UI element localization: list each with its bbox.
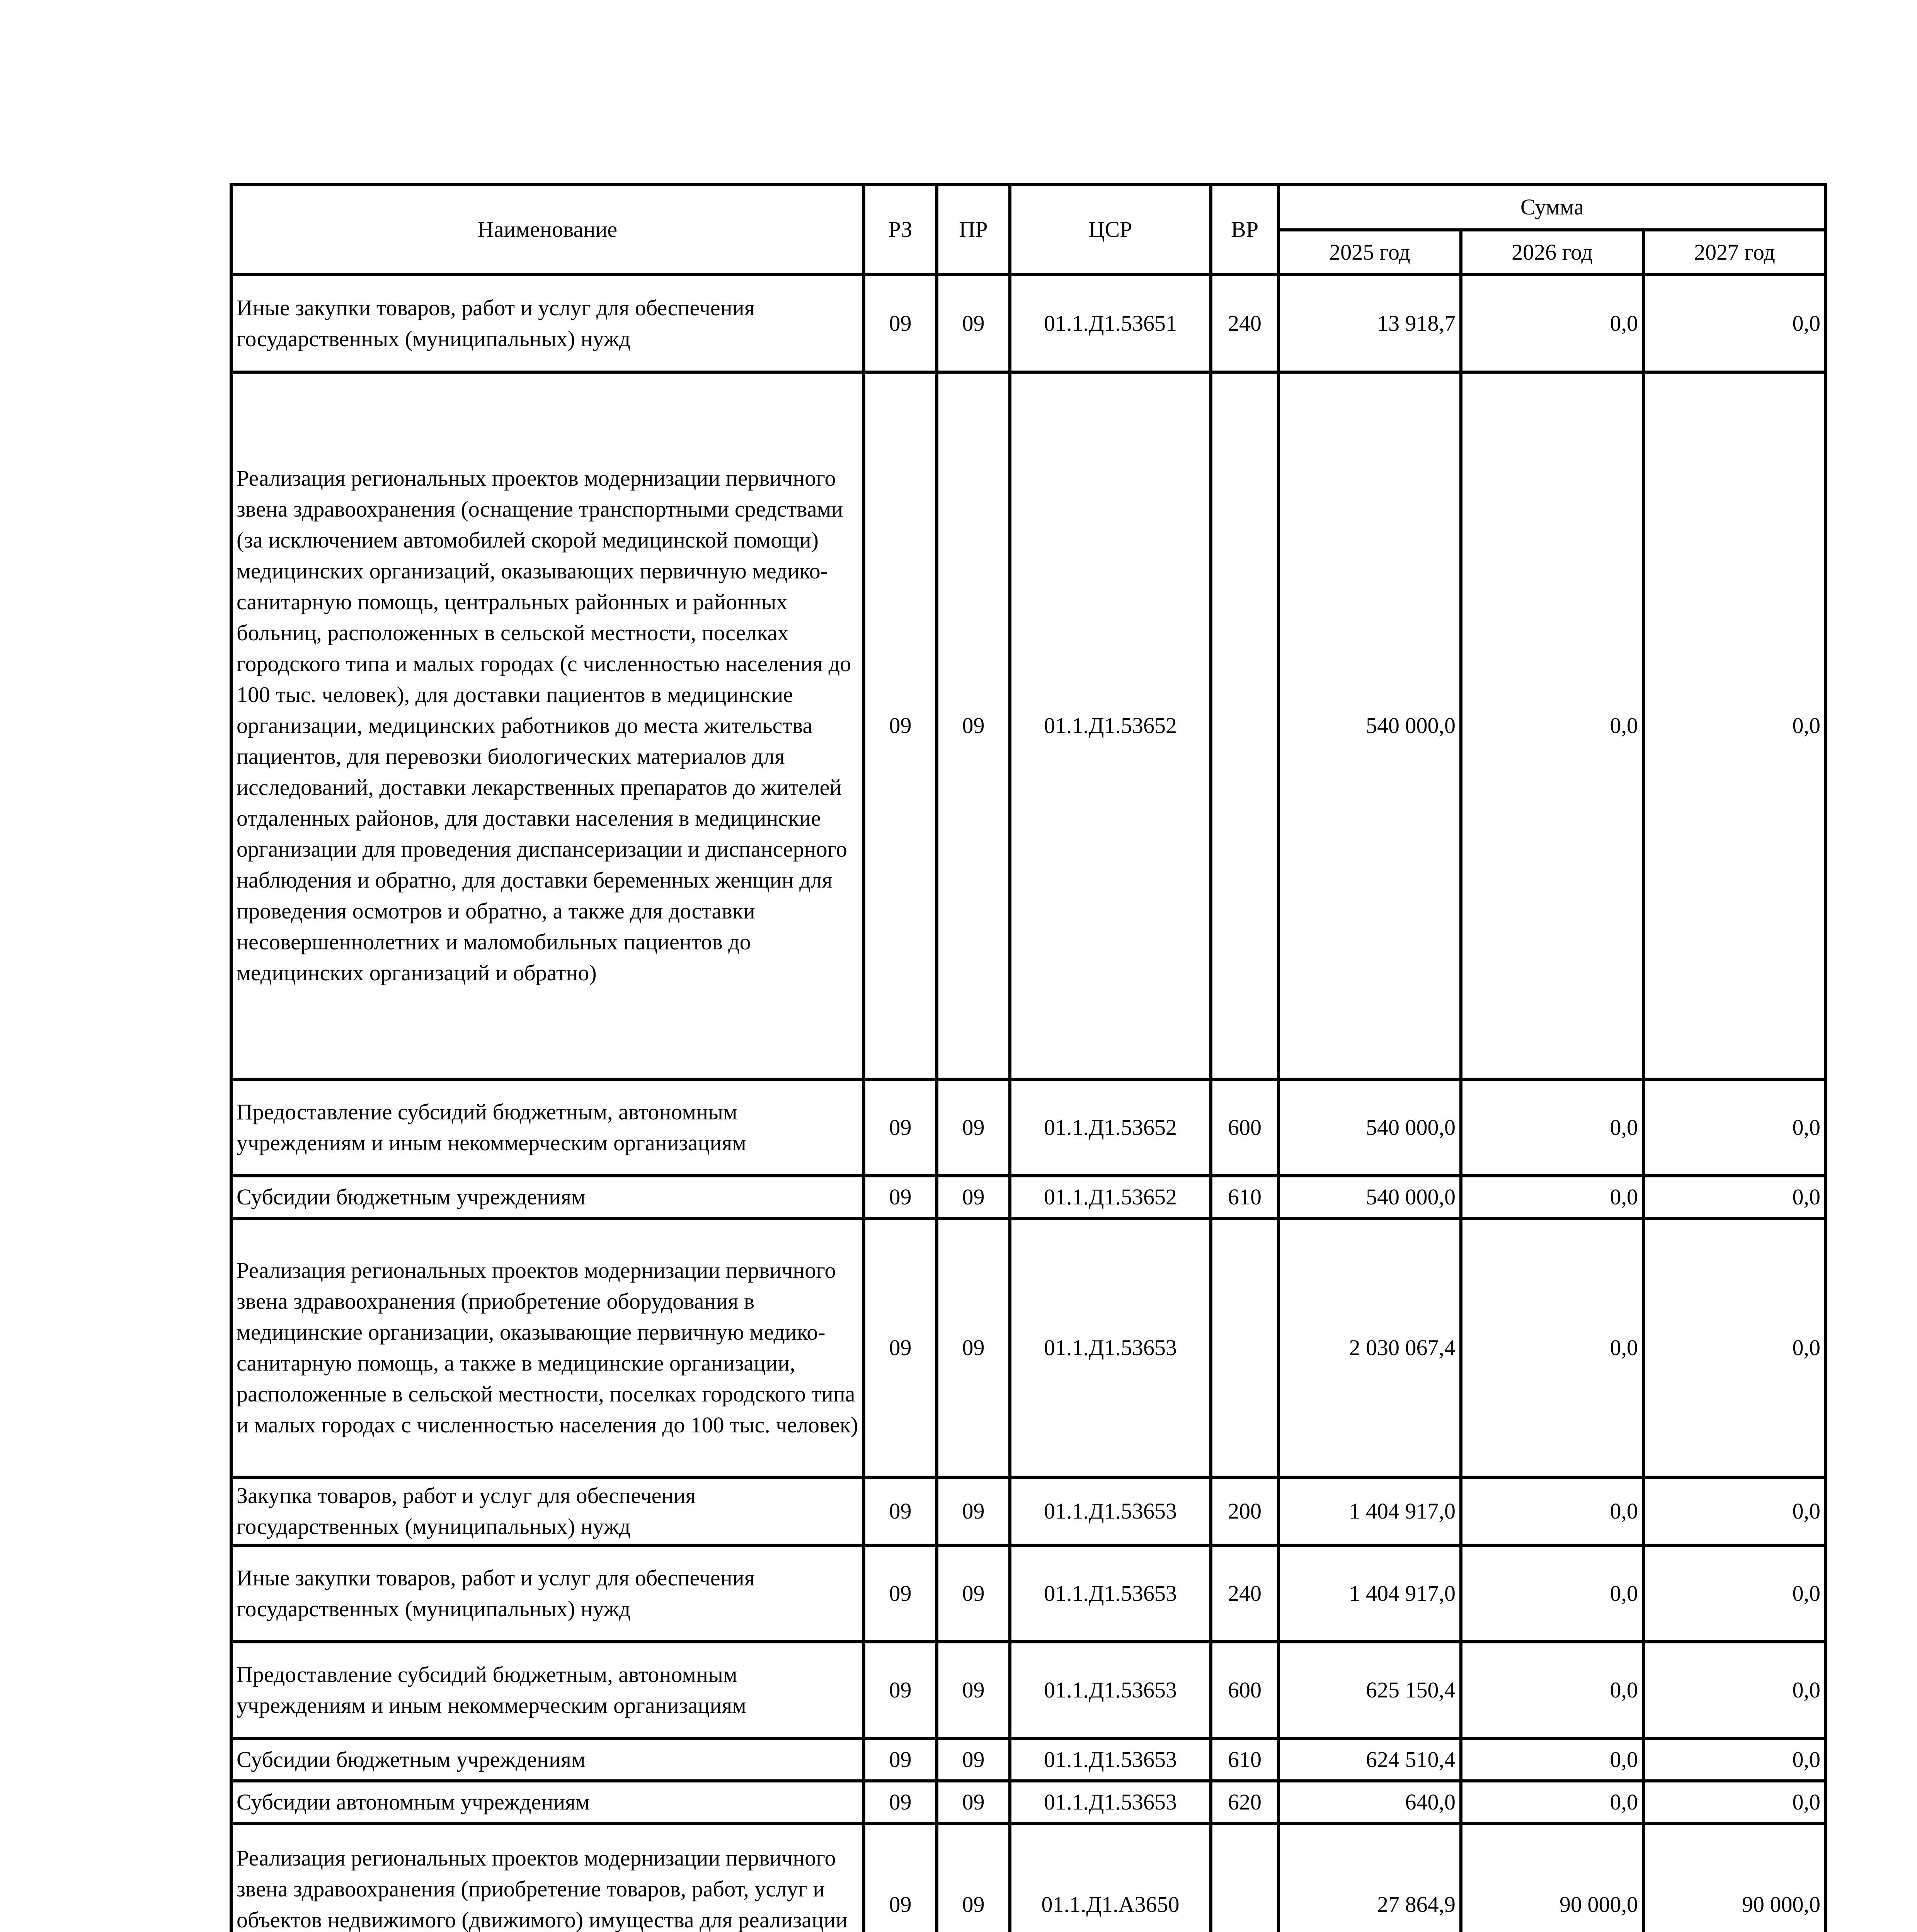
- cell-2025: 1 404 917,0: [1279, 1545, 1461, 1642]
- cell-vr: 240: [1211, 275, 1279, 372]
- cell-2027: 90 000,0: [1643, 1823, 1826, 1932]
- table-row: [231, 1823, 1826, 1932]
- cell-name: Предоставление субсидий бюджетным, автономным учреждениям и иным некоммерческим организациям: [231, 1079, 864, 1176]
- header-2027: 2027 год: [1643, 230, 1826, 275]
- cell-2027: 0,0: [1643, 1642, 1826, 1738]
- cell-2027: 0,0: [1643, 1781, 1826, 1823]
- cell-csr: 01.1.Д1.53651: [1010, 275, 1211, 372]
- cell-csr: 01.1.Д1.53653: [1010, 1642, 1211, 1738]
- cell-2026: 0,0: [1461, 1079, 1643, 1176]
- cell-csr: 01.1.Д1.А3650: [1010, 1823, 1211, 1932]
- table-row: [231, 1079, 1826, 1176]
- cell-pr: 09: [937, 1545, 1010, 1642]
- header-name: Наименование: [231, 184, 864, 275]
- cell-2026: 0,0: [1461, 275, 1643, 372]
- cell-2025: 1 404 917,0: [1279, 1477, 1461, 1545]
- cell-vr: [1211, 1823, 1279, 1932]
- cell-vr: 200: [1211, 1477, 1279, 1545]
- cell-vr: 610: [1211, 1738, 1279, 1781]
- cell-2026: 0,0: [1461, 1642, 1643, 1738]
- cell-pr: 09: [937, 1781, 1010, 1823]
- table-header: [231, 184, 1826, 275]
- cell-2027: 0,0: [1643, 1477, 1826, 1545]
- cell-name: Предоставление субсидий бюджетным, автономным учреждениям и иным некоммерческим организациям: [231, 1642, 864, 1738]
- cell-name: Иные закупки товаров, работ и услуг для обеспечения государственных (муниципальных) нужд: [231, 1545, 864, 1642]
- cell-rz: 09: [864, 1218, 937, 1477]
- cell-rz: 09: [864, 1079, 937, 1176]
- cell-rz: 09: [864, 1545, 937, 1642]
- cell-pr: 09: [937, 1642, 1010, 1738]
- cell-csr: 01.1.Д1.53653: [1010, 1781, 1211, 1823]
- table-row: [231, 275, 1826, 372]
- cell-2025: 625 150,4: [1279, 1642, 1461, 1738]
- cell-rz: 09: [864, 275, 937, 372]
- cell-name: Реализация региональных проектов модернизации первичного звена здравоохранения (оснащение транспортными средствами (за исключением автомобилей скорой медицинской помощи) медицинских организаций, оказывающих первичную медико-санитарную помощь, центральных районных и районных больниц, расположенных в сельской местности, поселках городского типа и малых городах (с численностью населения до 100 тыс. человек), для доставки пациентов в медицинские организации, медицинских работников до места жительства пациентов, для перевозки биологических материалов для исследований, доставки лекарственных препаратов до жителей отдаленных районов, для доставки населения в медицинские организации для проведения диспансеризации и диспансерного наблюдения и обратно, для доставки беременных женщин для проведения осмотров и обратно, а также для доставки несовершеннолетних и маломобильных пациентов до медицинских организаций и обратно): [231, 372, 864, 1079]
- cell-2027: 0,0: [1643, 1176, 1826, 1218]
- cell-2027: 0,0: [1643, 1738, 1826, 1781]
- cell-pr: 09: [937, 1738, 1010, 1781]
- table-row: [231, 372, 1826, 1079]
- cell-2027: 0,0: [1643, 1218, 1826, 1477]
- cell-vr: [1211, 1218, 1279, 1477]
- cell-pr: 09: [937, 372, 1010, 1079]
- cell-2026: 0,0: [1461, 1477, 1643, 1545]
- cell-rz: 09: [864, 1176, 937, 1218]
- cell-2026: 0,0: [1461, 1781, 1643, 1823]
- cell-vr: 600: [1211, 1079, 1279, 1176]
- cell-pr: 09: [937, 275, 1010, 372]
- cell-2026: 0,0: [1461, 1176, 1643, 1218]
- table-row: [231, 1781, 1826, 1823]
- cell-2025: 27 864,9: [1279, 1823, 1461, 1932]
- cell-vr: 240: [1211, 1545, 1279, 1642]
- cell-rz: 09: [864, 1823, 937, 1932]
- cell-2025: 540 000,0: [1279, 372, 1461, 1079]
- cell-2026: 0,0: [1461, 1738, 1643, 1781]
- header-csr: ЦСР: [1010, 184, 1211, 275]
- cell-name: Реализация региональных проектов модернизации первичного звена здравоохранения (приобретение товаров, работ, услуг и объектов недвижимого (движимого) имущества для реализации: [231, 1823, 864, 1932]
- cell-pr: 09: [937, 1176, 1010, 1218]
- header-sum: Сумма: [1279, 184, 1826, 230]
- table-row: [231, 1738, 1826, 1781]
- cell-2027: 0,0: [1643, 1545, 1826, 1642]
- header-rz: РЗ: [864, 184, 937, 275]
- header-2026: 2026 год: [1461, 230, 1643, 275]
- header-pr: ПР: [937, 184, 1010, 275]
- cell-csr: 01.1.Д1.53653: [1010, 1738, 1211, 1781]
- cell-pr: 09: [937, 1218, 1010, 1477]
- table-row: [231, 1176, 1826, 1218]
- cell-2027: 0,0: [1643, 275, 1826, 372]
- cell-2026: 0,0: [1461, 372, 1643, 1079]
- cell-rz: 09: [864, 1781, 937, 1823]
- cell-vr: 610: [1211, 1176, 1279, 1218]
- cell-rz: 09: [864, 1642, 937, 1738]
- cell-2026: 0,0: [1461, 1218, 1643, 1477]
- cell-2025: 624 510,4: [1279, 1738, 1461, 1781]
- cell-vr: 620: [1211, 1781, 1279, 1823]
- cell-2025: 2 030 067,4: [1279, 1218, 1461, 1477]
- cell-2026: 90 000,0: [1461, 1823, 1643, 1932]
- cell-pr: 09: [937, 1079, 1010, 1176]
- header-vr: ВР: [1211, 184, 1279, 275]
- table-row: [231, 1642, 1826, 1738]
- cell-csr: 01.1.Д1.53653: [1010, 1218, 1211, 1477]
- cell-2025: 640,0: [1279, 1781, 1461, 1823]
- cell-csr: 01.1.Д1.53652: [1010, 1176, 1211, 1218]
- cell-rz: 09: [864, 1738, 937, 1781]
- cell-2025: 540 000,0: [1279, 1176, 1461, 1218]
- cell-2027: 0,0: [1643, 372, 1826, 1079]
- cell-name: Субсидии автономным учреждениям: [231, 1781, 864, 1823]
- cell-2027: 0,0: [1643, 1079, 1826, 1176]
- cell-name: Иные закупки товаров, работ и услуг для обеспечения государственных (муниципальных) нужд: [231, 275, 864, 372]
- cell-rz: 09: [864, 372, 937, 1079]
- cell-2025: 540 000,0: [1279, 1079, 1461, 1176]
- cell-rz: 09: [864, 1477, 937, 1545]
- cell-name: Реализация региональных проектов модернизации первичного звена здравоохранения (приобретение оборудования в медицинские организации, оказывающие первичную медико-санитарную помощь, а также в медицинские организации, расположенные в сельской местности, поселках городского типа и малых городах с численностью населения до 100 тыс. человек): [231, 1218, 864, 1477]
- table-row: [231, 1218, 1826, 1477]
- cell-vr: 600: [1211, 1642, 1279, 1738]
- cell-pr: 09: [937, 1477, 1010, 1545]
- cell-name: Закупка товаров, работ и услуг для обеспечения государственных (муниципальных) нужд: [231, 1477, 864, 1545]
- cell-csr: 01.1.Д1.53653: [1010, 1545, 1211, 1642]
- table-row: [231, 1545, 1826, 1642]
- header-row-top: [231, 184, 1826, 230]
- cell-2025: 13 918,7: [1279, 275, 1461, 372]
- table-body: [231, 275, 1826, 1932]
- cell-2026: 0,0: [1461, 1545, 1643, 1642]
- header-2025: 2025 год: [1279, 230, 1461, 275]
- table-row: [231, 1477, 1826, 1545]
- cell-pr: 09: [937, 1823, 1010, 1932]
- budget-table: [230, 183, 1827, 1932]
- cell-csr: 01.1.Д1.53653: [1010, 1477, 1211, 1545]
- cell-csr: 01.1.Д1.53652: [1010, 1079, 1211, 1176]
- cell-csr: 01.1.Д1.53652: [1010, 372, 1211, 1079]
- cell-vr: [1211, 372, 1279, 1079]
- cell-name: Субсидии бюджетным учреждениям: [231, 1738, 864, 1781]
- cell-name: Субсидии бюджетным учреждениям: [231, 1176, 864, 1218]
